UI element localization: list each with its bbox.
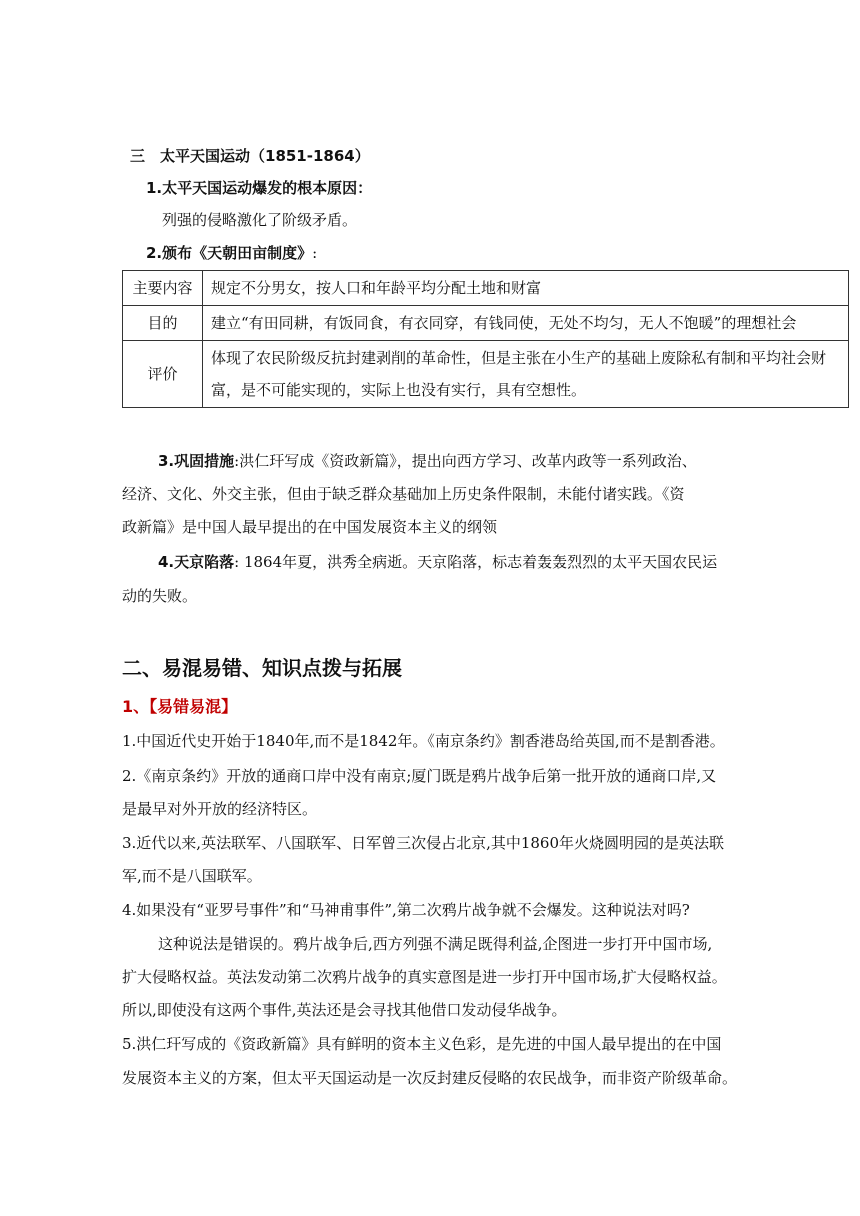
table-key: 主要内容 xyxy=(123,271,203,306)
list-item: 1.中国近代史开始于1840年,而不是1842年。《南京条约》割香港岛给英国,而不是割香港。 xyxy=(122,732,725,750)
list-item: 5.洪仁玕写成的《资政新篇》具有鲜明的资本主义色彩，是先进的中国人最早提出的在中国 xyxy=(122,1035,722,1053)
list-item: 4.如果没有“亚罗号事件”和“马神甫事件”,第二次鸦片战争就不会爆发。这种说法对吗? xyxy=(122,901,690,919)
point-2-heading xyxy=(146,243,317,263)
part-two-subheading: 1、【易错易混】 xyxy=(122,697,238,716)
list-item: 军,而不是八国联军。 xyxy=(122,867,262,885)
point-1-title: 1.太平天国运动爆发的根本原因 xyxy=(146,179,358,197)
point-3-line-1 xyxy=(158,451,697,471)
point-4-text: : 1864年夏，洪秀全病逝。天京陷落，标志着轰轰烈烈的太平天国农民运 xyxy=(234,553,718,571)
table-value: 规定不分男女，按人口和年龄平均分配土地和财富 xyxy=(203,271,849,306)
table-row xyxy=(123,341,849,408)
table-key: 评价 xyxy=(123,341,203,408)
section-heading: 三 太平天国运动（1851-1864） xyxy=(130,147,370,165)
list-item: 这种说法是错误的。鸦片战争后,西方列强不满足既得利益,企图进一步打开中国市场, xyxy=(158,935,713,953)
point-2-title: 2.颁布《天朝田亩制度》 xyxy=(146,244,313,262)
point-4-line-2: 动的失败。 xyxy=(122,587,198,605)
table-row xyxy=(123,306,849,341)
table-row xyxy=(123,271,849,306)
list-item: 发展资本主义的方案，但太平天国运动是一次反封建反侵略的农民战争，而非资产阶级革命。 xyxy=(122,1069,738,1087)
list-item: 2.《南京条约》开放的通商口岸中没有南京;厦门既是鸦片战争后第一批开放的通商口岸,又 xyxy=(122,767,717,785)
table-value: 体现了农民阶级反抗封建剥削的革命性，但是主张在小生产的基础上废除私有制和平均社会财富，是不可能实现的，实际上也没有实行，具有空想性。 xyxy=(203,341,849,408)
list-item: 所以,即使没有这两个事件,英法还是会寻找其他借口发动侵华战争。 xyxy=(122,1001,567,1019)
list-item: 3.近代以来,英法联军、八国联军、日军曾三次侵占北京,其中1860年火烧圆明园的是英法联 xyxy=(122,834,725,852)
point-2-colon: : xyxy=(312,244,318,262)
point-3-title: 3.巩固措施 xyxy=(158,452,235,470)
point-4-title: 4.天京陷落 xyxy=(158,553,235,571)
table-key: 目的 xyxy=(123,306,203,341)
list-item: 扩大侵略权益。英法发动第二次鸦片战争的真实意图是进一步打开中国市场,扩大侵略权益。 xyxy=(122,968,727,986)
point-3-text: :洪仁玕写成《资政新篇》，提出向西方学习、改革内政等一系列政治、 xyxy=(234,452,697,470)
point-1-heading xyxy=(146,178,372,198)
land-system-table xyxy=(122,270,849,408)
point-3-line-3: 政新篇》是中国人最早提出的在中国发展资本主义的纲领 xyxy=(122,518,498,536)
part-two-heading: 二、易混易错、知识点拨与拓展 xyxy=(122,656,402,680)
point-4-line-1 xyxy=(158,552,717,572)
point-1-text: 列强的侵略激化了阶级矛盾。 xyxy=(162,211,358,229)
point-1-colon: ： xyxy=(357,179,373,197)
list-item: 是最早对外开放的经济特区。 xyxy=(122,800,318,818)
point-3-line-2: 经济、文化、外交主张，但由于缺乏群众基础加上历史条件限制，未能付诸实践。《资 xyxy=(122,485,685,503)
table-value: 建立“有田同耕，有饭同食，有衣同穿，有钱同使，无处不均匀，无人不饱暖”的理想社会 xyxy=(203,306,849,341)
